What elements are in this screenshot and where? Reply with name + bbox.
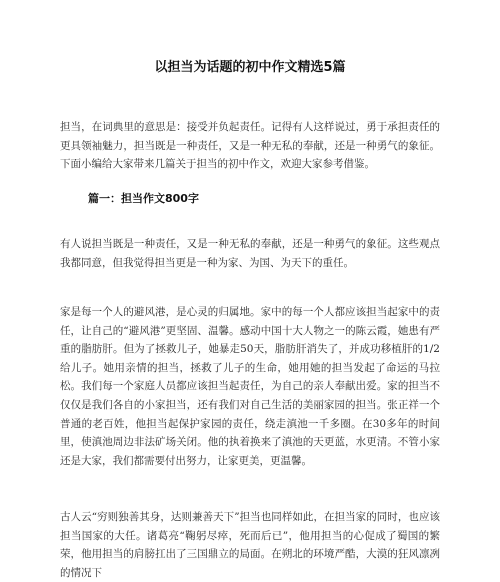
intro-paragraph: 担当，在词典里的意思是：接受并负起责任。记得有人这样说过，勇于承担责任的更具领袖魅力，担当既是一种责任，又是一种无私的奉献，还是一种勇气的象征。下面小编给大家带来几篇关于担当的初中作文，欢迎大家参考借鉴。 xyxy=(60,121,440,171)
body-paragraph-2: 家是每一个人的避风港，是心灵的归属地。家中的每一个人都应该担当起家中的责任，让自己的“避风港”更坚固、温馨。感动中国十大人物之一的陈云霞，她患有严重的脂肪肝。但为了拯救儿子，她暴走50天，脂肪肝消失了，并成功移植肝的1/2给儿子。她用亲情的担当，拯救了儿子的生命，她用她的担当发起了命运的马拉松。我们每一个家庭人员都应该担当起责任，为自己的亲人奉献出爱。家的担当不仅仅是我们各自的小家担当，还有我们对自己生活的美丽家园的担当。张正祥一个普通的老百姓，他担当起保护家园的责任，绕走滇池一千多圈。在30多年的时间里，使滇池周边非法矿场关闭。他的执着换来了滇池的天更蓝，水更清。不管小家还是大家，我们都需要付出努力，让家更美，更温馨。 xyxy=(60,306,440,467)
section-heading: 篇一：担当作文800字 xyxy=(88,192,199,205)
body-paragraph-1: 有人说担当既是一种责任，又是一种无私的奉献，还是一种勇气的象征。这些观点我都同意，但我觉得担当更是一种为家、为国、为天下的重任。 xyxy=(60,238,440,269)
document-title: 以担当为话题的初中作文精选5篇 xyxy=(154,60,346,75)
body-paragraph-3: 古人云“穷则独善其身，达则兼善天下”担当也同样如此，在担当家的同时，也应该担当国家的大任。诸葛亮“鞠躬尽瘁，死而后已”，他用担当的心促成了蜀国的繁荣，他用担当的肩膀扛出了三国鼎立的局面。在朔北的环境严酷，大漠的狂风凛冽的情况下 xyxy=(60,511,440,579)
